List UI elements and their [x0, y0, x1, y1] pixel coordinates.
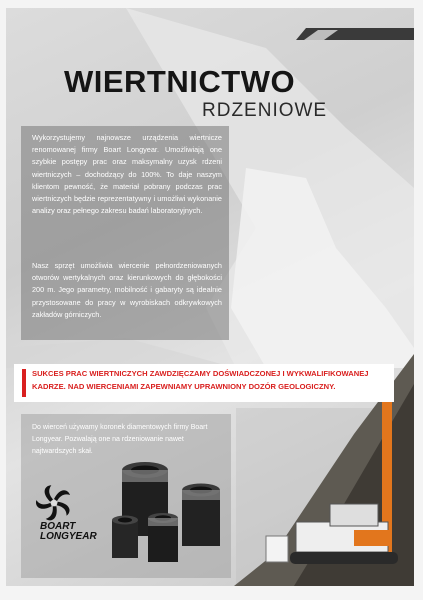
drill-bits-image — [108, 460, 230, 568]
rig-orange-block — [354, 530, 390, 546]
logo-line-2: LONGYEAR — [40, 531, 97, 542]
brochure-page — [6, 8, 414, 586]
callout-text: SUKCES PRAC WIERTNICZYCH ZAWDZIĘCZAMY DOŚWIADCZONEJ I WYKWALIFIKOWANEJ KADRZE. NAD WIERCENIAMI ZAPEWNIAMY UPRAWNIONY DOZÓR GEOLOGICZNY. — [32, 369, 369, 391]
drill-bits-paragraph: Do wierceń używamy koronek diamentowych firmy Boart Longyear. Pozwalają one na rdzeniowanie nawet najtwardszych skał. — [32, 424, 208, 455]
intro-paragraph-2: Nasz sprzęt umożliwia wiercenie pełnordzeniowanych otworów wertykalnych oraz kierunkowych do głębokości 200 m. Jego parametry, mobilność i gabaryty są idealnie przystosowane do pracy w wyrobiskach odkrywkowych zakładów górniczych. — [32, 261, 222, 319]
callout-accent-bar — [22, 369, 26, 397]
page-subtitle: RDZENIOWE — [202, 100, 328, 121]
rig-engine — [330, 504, 378, 526]
drill-bit-front — [148, 513, 178, 562]
boart-longyear-logo-icon — [34, 484, 74, 522]
intro-paragraph-1: Wykorzystujemy najnowsze urządzenia wiertnicze renomowanej firmy Boart Longyear. Umożliwiają one szybkie postępy prac oraz maksymalny uzysk rdzeni wiertniczych – dochodzący do 100%. To daje naszym klientom pewność, że materiał pobrany podczas prac wiertniczych będzie reprezentatywny i umożliwi wykonanie analizy oraz pełnego zakresu badań laboratoryjnych. — [32, 133, 222, 216]
page-title: WIERTNICTWO — [64, 64, 296, 99]
drill-bit-right — [182, 484, 220, 547]
rig-tank — [266, 536, 288, 562]
logo-wordmark — [40, 522, 97, 542]
logo-line-1: BOART — [40, 521, 76, 532]
rig-tracks — [290, 552, 398, 564]
drill-bit-small-left — [112, 516, 138, 559]
